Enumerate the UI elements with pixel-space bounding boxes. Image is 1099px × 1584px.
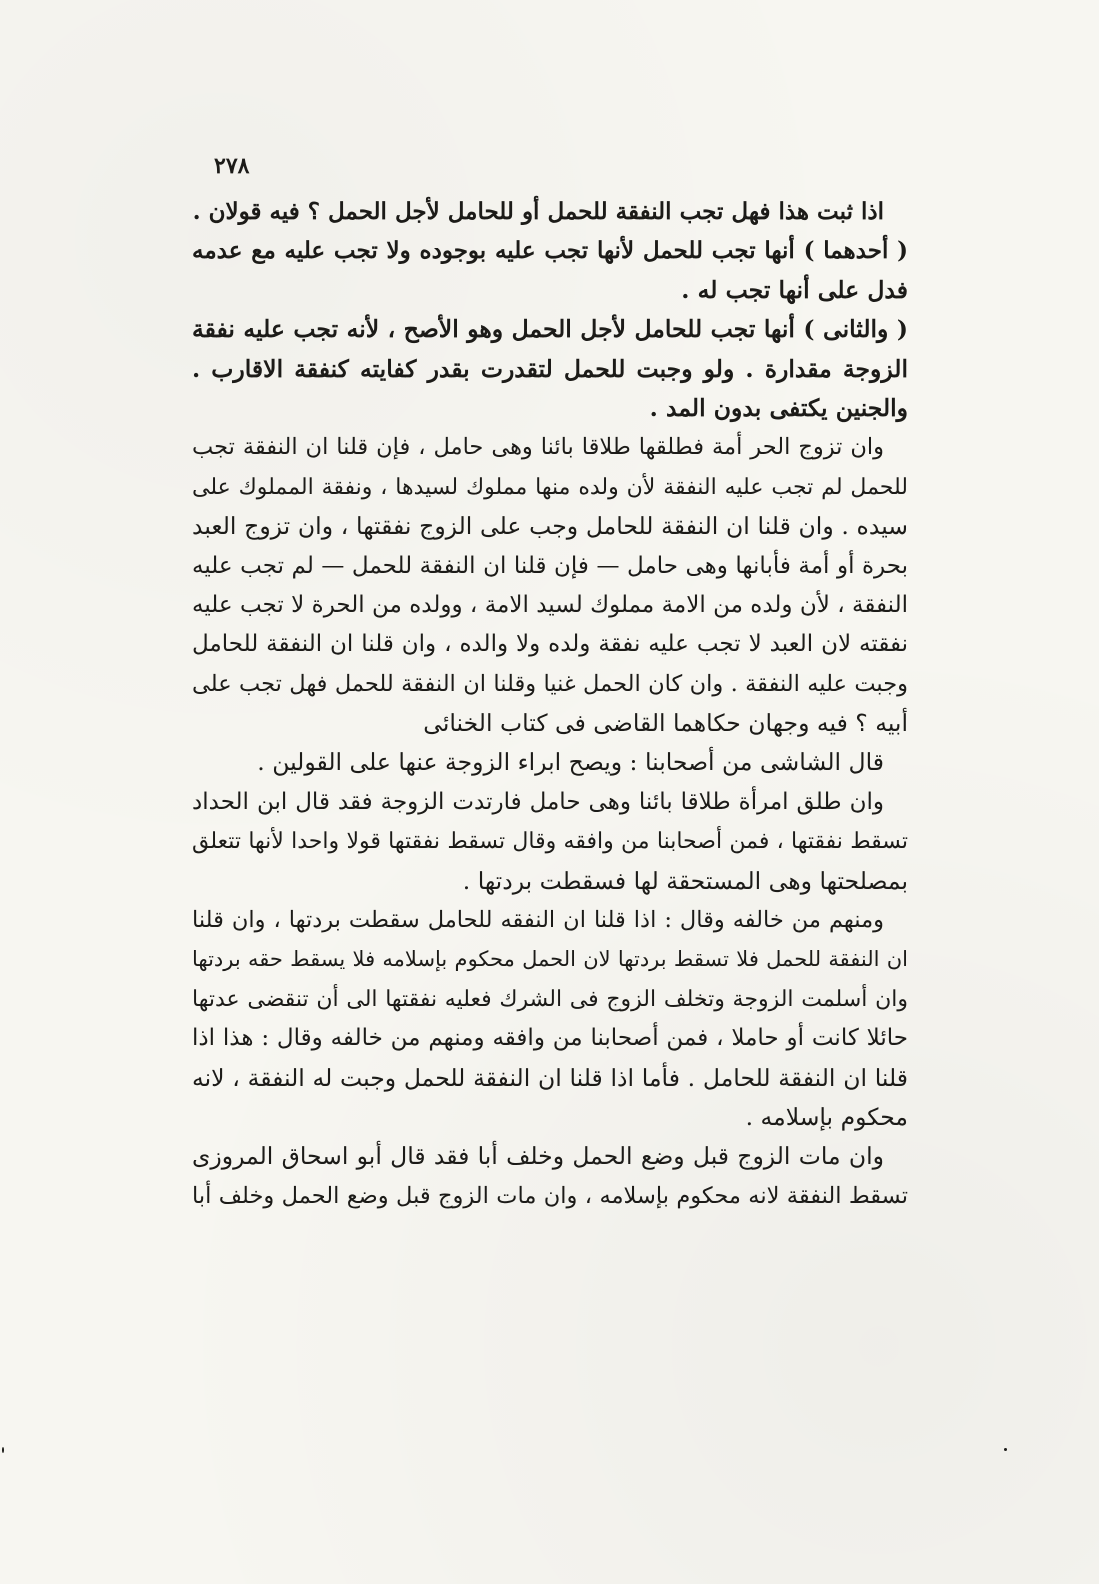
text-line: ومنهم من خالفه وقال : اذا قلنا ان النفقه للحامل سقطت بردتها ، وان قلنا: [192, 907, 884, 934]
text-line: وجبت عليه النفقة . وان كان الحمل غنيا وقلنا ان النفقة للحمل فهل تجب على: [192, 670, 908, 697]
text-line: للحمل لم تجب عليه النفقة لأن ولده منها مملوك لسيدها ، ونفقة المملوك على: [192, 474, 908, 500]
text-line: وان طلق امرأة طلاقا بائنا وهى حامل فارتدت الزوجة فقد قال ابن الحداد: [192, 788, 884, 815]
scan-speck: [1004, 1448, 1007, 1451]
body-text: [192, 192, 908, 1216]
text-line: ( والثانى ) أنها تجب للحامل لأجل الحمل وهو الأصح ، لأنه تجب عليه نفقة: [192, 315, 908, 344]
text-line: حائلا كانت أو حاملا ، فمن أصحابنا من وافقه ومنهم من خالفه وقال : هذا اذا: [192, 1025, 908, 1052]
text-line: الزوجة مقدارة . ولو وجبت للحمل لتقدرت بقدر كفايته كنفقة الاقارب .: [192, 354, 908, 383]
text-line: وان تزوج الحر أمة فطلقها طلاقا بائنا وهى حامل ، فإن قلنا ان النفقة تجب: [192, 434, 884, 461]
text-line: فدل على أنها تجب له .: [681, 275, 908, 304]
text-line: بحرة أو أمة فأبانها وهى حامل — فإن قلنا ان النفقة للحمل — لم تجب عليه: [192, 552, 908, 579]
text-line: ( أحدهما ) أنها تجب للحمل لأنها تجب عليه بوجوده ولا تجب عليه مع عدمه: [192, 237, 908, 265]
text-line: وان مات الزوج قبل وضع الحمل وخلف أبا فقد قال أبو اسحاق المروزى: [192, 1142, 884, 1171]
text-line: قلنا ان النفقة للحامل . فأما اذا قلنا ان النفقة للحمل وجبت له النفقة ، لانه: [192, 1063, 908, 1092]
text-line: بمصلحتها وهى المستحقة لها فسقطت بردتها .: [462, 866, 908, 895]
scan-speck: [2, 1447, 4, 1453]
text-line: تسقط نفقتها ، فمن أصحابنا من وافقه وقال تسقط نفقتها قولا واحدا لأنها تتعلق: [192, 829, 908, 855]
text-line: وان أسلمت الزوجة وتخلف الزوج فى الشرك فعليه نفقتها الى أن تنقضى عدتها: [192, 986, 908, 1012]
text-line: ان النفقة للحمل فلا تسقط بردتها لان الحمل محكوم بإسلامه فلا يسقط حقه بردتها: [192, 947, 908, 972]
text-line: النفقة ، لأن ولده من الامة مملوك لسيد الامة ، وولده من الحرة لا تجب عليه: [192, 591, 908, 618]
page-number: ٢٧٨: [214, 153, 250, 179]
text-line: والجنين يكتفى بدون المد .: [649, 393, 908, 422]
text-line: محكوم بإسلامه .: [745, 1102, 908, 1131]
text-line: نفقته لان العبد لا تجب عليه نفقة ولده ولا والده ، وان قلنا ان النفقة للحامل: [192, 631, 908, 658]
text-line: أبيه ؟ فيه وجهان حكاهما القاضى فى كتاب الخنائى: [423, 709, 908, 738]
text-line: قال الشاشى من أصحابنا : ويصح ابراء الزوجة عنها على القولين .: [257, 748, 884, 777]
text-line: تسقط النفقة لانه محكوم بإسلامه ، وان مات الزوج قبل وضع الحمل وخلف أبا: [192, 1182, 908, 1209]
text-line: اذا ثبت هذا فهل تجب النفقة للحمل أو للحامل لأجل الحمل ؟ فيه قولان .: [192, 198, 884, 225]
text-line: سيده . وان قلنا ان النفقة للحامل وجب على الزوج نفقتها ، وان تزوج العبد: [192, 512, 908, 541]
